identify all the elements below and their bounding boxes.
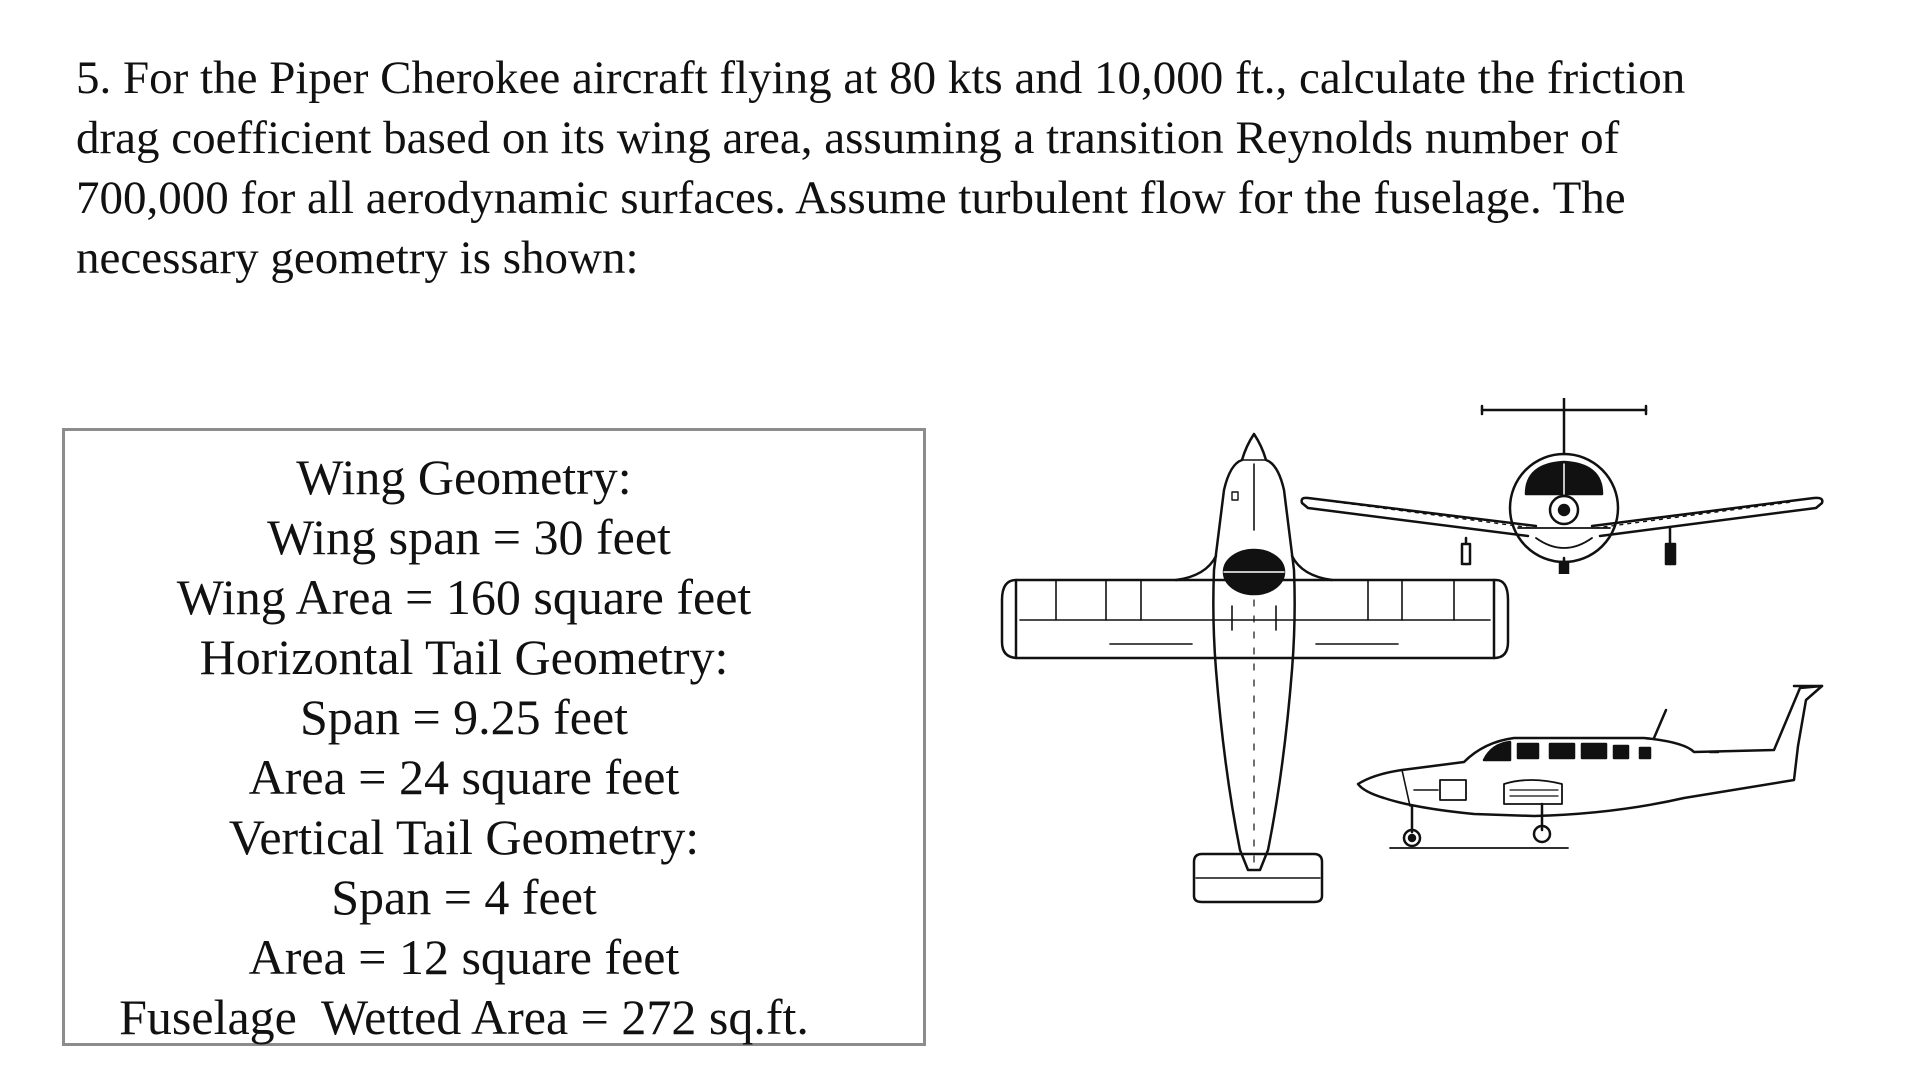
wing-span: Wing span = 30 feet	[267, 509, 671, 565]
aircraft-side-view	[1354, 680, 1824, 856]
fuselage-wetted-area: Fuselage Wetted Area = 272 sq.ft.	[119, 989, 809, 1045]
wing-geometry-heading: Wing Geometry:	[296, 449, 632, 505]
vertical-tail-heading: Vertical Tail Geometry:	[228, 809, 700, 865]
problem-line-3: 700,000 for all aerodynamic surfaces. Assume turbulent flow for the fuselage. The	[76, 172, 1626, 224]
problem-statement	[76, 48, 1876, 288]
geometry-box	[62, 428, 926, 1046]
vertical-tail-span: Span = 4 feet	[331, 869, 597, 925]
horizontal-tail-area: Area = 24 square feet	[248, 749, 680, 805]
problem-line-1: 5. For the Piper Cherokee aircraft flying at 80 kts and 10,000 ft., calculate the friction	[76, 52, 1686, 104]
vertical-tail-area: Area = 12 square feet	[248, 929, 680, 985]
wing-area: Wing Area = 160 square feet	[176, 569, 752, 625]
aircraft-front-view	[1296, 398, 1828, 574]
horizontal-tail-heading: Horizontal Tail Geometry:	[199, 629, 729, 685]
problem-line-2: drag coefficient based on its wing area, assuming a transition Reynolds number of	[76, 112, 1620, 164]
problem-line-4: necessary geometry is shown:	[76, 232, 639, 284]
horizontal-tail-span: Span = 9.25 feet	[299, 689, 629, 745]
